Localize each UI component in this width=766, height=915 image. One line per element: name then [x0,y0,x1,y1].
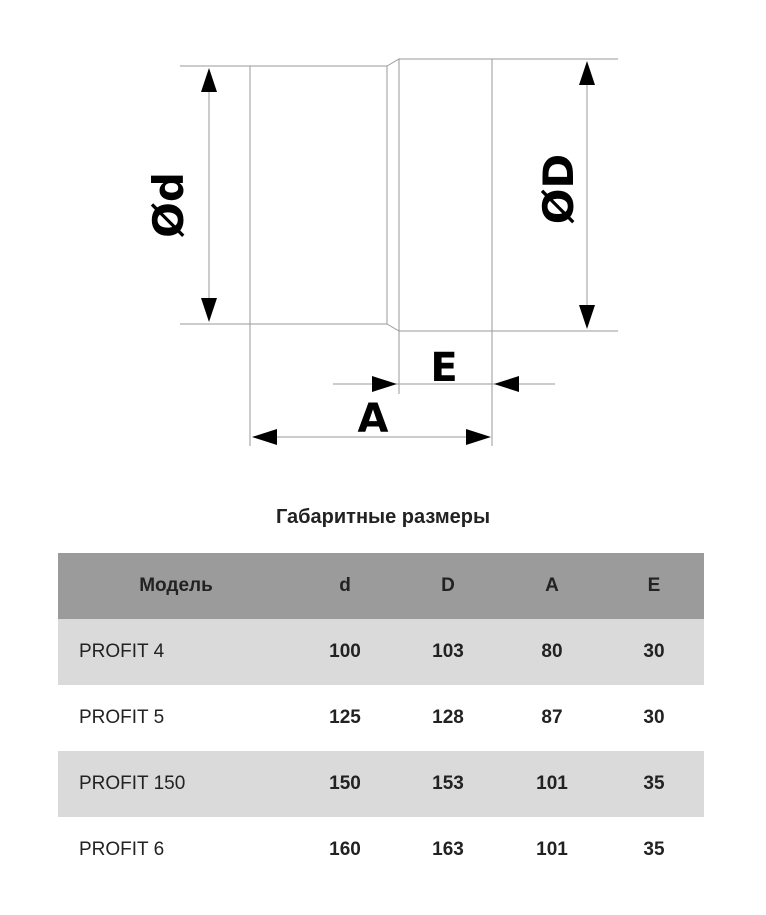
cell-model: PROFIT 5 [79,707,165,728]
label-length-A: A [357,396,389,442]
arrow-down-icon [201,298,217,322]
cell-E: 35 [643,773,665,794]
header-d: d [339,575,351,596]
cell-A: 80 [541,641,563,662]
cell-A: 101 [536,773,568,794]
header-A: A [545,575,559,596]
arrow-left-icon [494,376,519,392]
cell-D: 128 [432,707,464,728]
cell-model: PROFIT 4 [79,641,165,662]
arrow-left-icon [252,429,277,445]
arrow-down-icon [579,305,595,329]
table-row [58,817,704,883]
label-diameter-D: ØD [534,153,583,225]
table-header-row [58,553,704,619]
cell-D: 103 [432,641,464,662]
cell-d: 100 [329,641,361,662]
cell-model: PROFIT 6 [79,839,165,860]
dimensions-table [58,553,704,883]
pipe-section-narrow [250,66,387,324]
arrow-up-icon [579,61,595,85]
cell-model: PROFIT 150 [79,773,186,794]
label-diameter-d: Ød [144,172,193,238]
pipe-section-wide [399,59,492,331]
table-row [58,685,704,751]
table-title: Габаритные размеры [275,506,491,528]
cell-d: 150 [329,773,361,794]
cell-E: 30 [643,707,665,728]
dimension-lines [209,63,587,437]
cell-E: 35 [643,839,665,860]
header-D: D [441,575,455,596]
cell-d: 125 [329,707,361,728]
cell-A: 87 [541,707,563,728]
arrow-up-icon [201,68,217,92]
cell-A: 101 [536,839,568,860]
table-row [58,751,704,817]
header-model: Модель [139,575,213,596]
pipe-taper [387,59,399,331]
cell-E: 30 [643,641,665,662]
label-length-E: E [430,345,458,391]
cell-d: 160 [329,839,361,860]
table-row [58,619,704,685]
arrow-right-icon [466,429,491,445]
cell-D: 153 [432,773,464,794]
arrow-right-icon [372,376,397,392]
header-E: E [647,575,661,596]
cell-D: 163 [432,839,464,860]
